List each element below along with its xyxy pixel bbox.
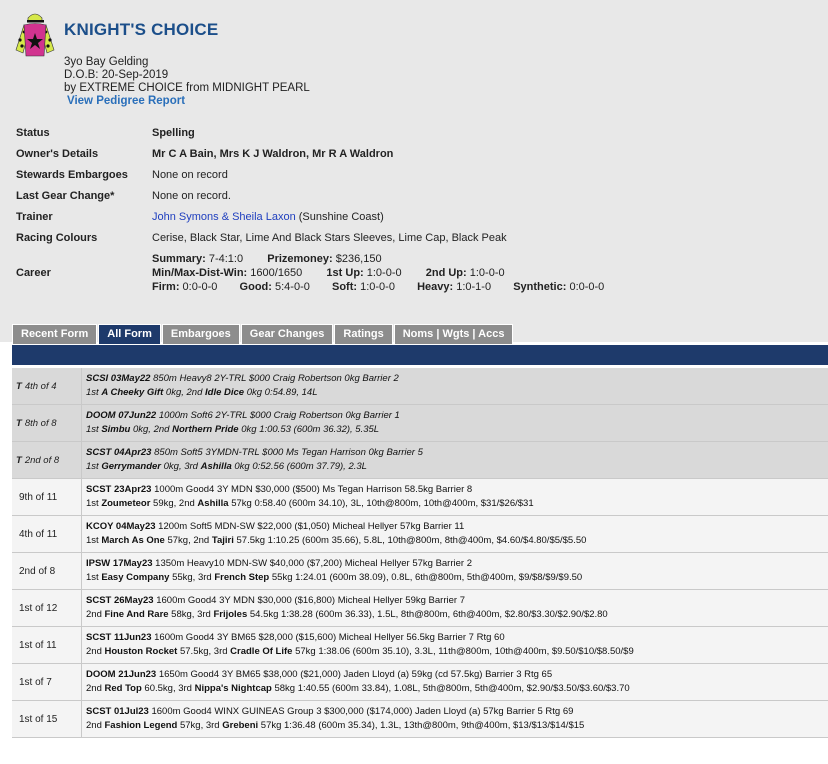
- result-horse-2[interactable]: Nippa's Nightcap: [194, 683, 272, 694]
- career-summary-label: Summary:: [152, 253, 206, 265]
- table-row: [12, 405, 828, 442]
- career-soft: 1:0-0-0: [357, 281, 395, 293]
- career-firm-label: Firm:: [152, 281, 180, 293]
- placing-text: 9th of 11: [19, 491, 58, 503]
- tab-recent-form[interactable]: Recent Form: [12, 324, 97, 344]
- race-meeting[interactable]: SCST 04Apr23: [86, 447, 152, 458]
- result-tail: 54.5kg 1:38.28 (600m 36.33), 1.5L, 8th@800m, 6th@400m, $2.80/$3.30/$2.90/$2.80: [247, 609, 608, 620]
- table-row: [12, 701, 828, 738]
- result-horse-2[interactable]: Ashilla: [200, 461, 232, 472]
- result-pos-1: 2nd: [86, 609, 105, 620]
- result-mid: 59kg, 2nd: [150, 498, 198, 509]
- result-tail: 58kg 1:40.55 (600m 33.84), 1.08L, 5th@800m, 5th@400m, $2.90/$3.50/$3.60/$3.70: [271, 683, 630, 694]
- race-line: [86, 483, 534, 497]
- placing-cell: [12, 553, 82, 589]
- placing-cell: [12, 701, 82, 737]
- career-second-up-label: 2nd Up:: [425, 267, 467, 279]
- race-meeting[interactable]: SCST 26May23: [86, 595, 154, 606]
- career-first-up-label: 1st Up:: [326, 267, 364, 279]
- table-row: [12, 627, 828, 664]
- result-horse-2[interactable]: Northern Pride: [172, 424, 239, 435]
- race-details: 1650m Good4 3Y BM65 $38,000 ($21,000) Jaden Lloyd (a) 59kg (cd 57.5kg) Barrier 3 Rtg 65: [156, 669, 553, 680]
- detail-value: Cerise, Black Star, Lime And Black Stars Sleeves, Lime Cap, Black Peak: [152, 232, 507, 244]
- result-line: [86, 719, 584, 733]
- result-horse-1[interactable]: Zoumeteor: [101, 498, 151, 509]
- career-synthetic-label: Synthetic:: [513, 281, 567, 293]
- result-horse-1[interactable]: March As One: [101, 535, 165, 546]
- race-meeting[interactable]: SCST 11Jun23: [86, 632, 152, 643]
- table-row: [12, 479, 828, 516]
- table-row: [12, 368, 828, 405]
- detail-label: Career: [16, 267, 51, 279]
- result-pos-1: 2nd: [86, 720, 105, 731]
- result-horse-1[interactable]: Red Top: [104, 683, 142, 694]
- placing-text: 1st of 7: [19, 676, 52, 688]
- race-line: [86, 557, 582, 571]
- result-horse-2[interactable]: Frijoles: [213, 609, 248, 620]
- horse-name: KNIGHT'S CHOICE: [64, 20, 219, 39]
- race-cell: [82, 442, 423, 478]
- race-meeting[interactable]: KCOY 04May23: [86, 521, 156, 532]
- career-mmdw-label: Min/Max-Dist-Win:: [152, 267, 248, 279]
- detail-row-embargoes: [16, 169, 816, 190]
- tab-ratings[interactable]: Ratings: [334, 324, 392, 344]
- detail-value: Mr C A Bain, Mrs K J Waldron, Mr R A Waldron: [152, 148, 394, 160]
- result-horse-2[interactable]: Ashilla: [197, 498, 229, 509]
- result-pos-1: 1st: [86, 535, 102, 546]
- race-cell: [82, 479, 534, 515]
- race-meeting[interactable]: IPSW 17May23: [86, 558, 153, 569]
- horse-dob: D.O.B: 20-Sep-2019: [64, 69, 169, 81]
- race-line: [86, 631, 634, 645]
- trainer-location: (Sunshine Coast): [295, 211, 384, 223]
- placing-cell: [12, 516, 82, 552]
- placing-text: 1st of 15: [19, 713, 58, 725]
- placing-cell: [12, 368, 82, 404]
- detail-value: [152, 211, 384, 223]
- result-tail: 0kg 0:54.89, 14L: [244, 387, 318, 398]
- race-details: 1000m Soft6 2Y-TRL $000 Craig Robertson 0kg Barrier 1: [156, 410, 400, 421]
- table-row: [12, 590, 828, 627]
- career-good: 5:4-0-0: [271, 281, 310, 293]
- career-synthetic: 0:0-0-0: [566, 281, 605, 293]
- race-line: [86, 446, 423, 460]
- career-line-2: [152, 267, 505, 279]
- trial-prefix: T: [16, 380, 22, 392]
- career-second-up: 1:0-0-0: [466, 267, 505, 279]
- placing-text: 1st of 11: [19, 639, 57, 651]
- race-details: 1200m Soft5 MDN-SW $22,000 ($1,050) Micheal Hellyer 57kg Barrier 11: [155, 521, 465, 532]
- placing-text: 4th of 11: [19, 528, 58, 540]
- detail-row-career: [16, 253, 816, 301]
- race-line: [86, 520, 586, 534]
- result-mid: 55kg, 3rd: [169, 572, 215, 583]
- placing-text: 1st of 12: [19, 602, 58, 614]
- detail-label: Stewards Embargoes: [16, 169, 128, 181]
- race-line: [86, 705, 584, 719]
- result-pos-1: 2nd: [86, 646, 105, 657]
- result-horse-1[interactable]: Easy Company: [101, 572, 170, 583]
- form-header-bar: [12, 345, 828, 365]
- race-line: [86, 594, 608, 608]
- race-cell: [82, 701, 584, 737]
- detail-row-gear: [16, 190, 816, 211]
- result-mid: 0kg, 3rd: [160, 461, 201, 472]
- result-pos-1: 1st: [86, 461, 102, 472]
- result-mid: 57kg, 2nd: [164, 535, 212, 546]
- form-tabs: [12, 324, 514, 344]
- race-cell: [82, 627, 634, 663]
- placing-text: 4th of 4: [24, 380, 57, 392]
- result-line: [86, 497, 534, 511]
- career-line-1: [152, 253, 382, 265]
- result-pos-1: 1st: [86, 424, 102, 435]
- race-meeting[interactable]: SCST 01Jul23: [86, 706, 149, 717]
- race-cell: [82, 553, 582, 589]
- result-line: [86, 682, 630, 696]
- detail-value: None on record.: [152, 190, 231, 202]
- race-cell: [82, 590, 608, 626]
- profile-header: [0, 0, 828, 342]
- result-line: [86, 645, 634, 659]
- career-first-up: 1:0-0-0: [363, 267, 402, 279]
- race-details: 1600m Good4 3Y MDN $30,000 ($16,800) Micheal Hellyer 59kg Barrier 7: [153, 595, 465, 606]
- tab-gear-changes[interactable]: Gear Changes: [241, 324, 334, 344]
- tab-all-form[interactable]: All Form: [98, 324, 161, 344]
- result-pos-1: 1st: [86, 572, 102, 583]
- result-tail: 55kg 1:24.01 (600m 38.09), 0.8L, 6th@800m, 5th@400m, $9/$8/$9/$9.50: [269, 572, 583, 583]
- detail-label: Status: [16, 127, 50, 139]
- race-details: 1600m Good4 3Y BM65 $28,000 ($15,600) Micheal Hellyer 56.5kg Barrier 7 Rtg 60: [151, 632, 505, 643]
- career-firm: 0:0-0-0: [179, 281, 218, 293]
- placing-text: 2nd of 8: [19, 565, 56, 577]
- result-pos-1: 1st: [86, 387, 102, 398]
- result-mid: 57.5kg, 3rd: [177, 646, 231, 657]
- race-meeting[interactable]: DOOM 07Jun22: [86, 410, 157, 421]
- race-details: 850m Soft5 3YMDN-TRL $000 Ms Tegan Harrison 0kg Barrier 5: [151, 447, 423, 458]
- result-pos-1: 2nd: [86, 683, 105, 694]
- horse-description: 3yo Bay Gelding: [64, 56, 149, 68]
- detail-label: Racing Colours: [16, 232, 98, 244]
- result-tail: 57kg 1:38.06 (600m 35.10), 3.3L, 11th@800m, 10th@400m, $9.50/$10/$8.50/$9: [292, 646, 634, 657]
- detail-row-colours: [16, 232, 816, 253]
- race-cell: [82, 405, 400, 441]
- trial-prefix: T: [16, 454, 22, 466]
- result-horse-1[interactable]: Simbu: [101, 424, 131, 435]
- result-horse-1[interactable]: Fine And Rare: [104, 609, 169, 620]
- table-row: [12, 516, 828, 553]
- result-mid: 57kg, 3rd: [177, 720, 223, 731]
- placing-cell: [12, 664, 82, 700]
- result-horse-1[interactable]: Fashion Legend: [104, 720, 178, 731]
- detail-label: Owner's Details: [16, 148, 99, 160]
- placing-cell: [12, 442, 82, 478]
- race-line: [86, 372, 399, 386]
- race-details: 1600m Good4 WINX GUINEAS Group 3 $300,000 ($174,000) Jaden Lloyd (a) 57kg Barrier 5 Rtg 69: [148, 706, 574, 717]
- detail-value: Spelling: [152, 127, 195, 139]
- race-line: [86, 668, 630, 682]
- race-details: 850m Heavy8 2Y-TRL $000 Craig Robertson 0kg Barrier 2: [150, 373, 399, 384]
- horse-breeding: by EXTREME CHOICE from MIDNIGHT PEARL: [64, 82, 310, 94]
- result-horse-2[interactable]: Cradle Of Life: [230, 646, 293, 657]
- tab-noms-wgts-accs[interactable]: Noms | Wgts | Accs: [394, 324, 514, 344]
- result-mid: 58kg, 3rd: [168, 609, 214, 620]
- career-soft-label: Soft:: [331, 281, 358, 293]
- detail-label: Trainer: [16, 211, 53, 223]
- result-tail: 57.5kg 1:10.25 (600m 35.66), 5.8L, 10th@800m, 8th@400m, $4.60/$4.80/$5/$5.50: [233, 535, 587, 546]
- detail-label: Last Gear Change*: [16, 190, 115, 202]
- result-tail: 0kg 0:52.56 (600m 37.79), 2.3L: [231, 461, 367, 472]
- career-heavy: 1:0-1-0: [453, 281, 492, 293]
- result-mid: 0kg, 2nd: [163, 387, 205, 398]
- result-horse-2[interactable]: French Step: [214, 572, 270, 583]
- career-summary: 7-4:1:0: [205, 253, 244, 265]
- table-row: [12, 553, 828, 590]
- result-horse-2[interactable]: Idle Dice: [205, 387, 245, 398]
- result-horse-1[interactable]: Gerrymander: [101, 461, 161, 472]
- trial-prefix: T: [16, 417, 22, 429]
- result-horse-1[interactable]: Houston Rocket: [104, 646, 178, 657]
- detail-row-trainer: [16, 211, 816, 232]
- detail-value: None on record: [152, 169, 228, 181]
- tab-embargoes[interactable]: Embargoes: [162, 324, 240, 344]
- result-line: [86, 571, 582, 585]
- result-pos-1: 1st: [86, 498, 102, 509]
- result-horse-2[interactable]: Grebeni: [222, 720, 259, 731]
- placing-cell: [12, 590, 82, 626]
- detail-row-status: [16, 127, 816, 148]
- placing-cell: [12, 627, 82, 663]
- career-heavy-label: Heavy:: [417, 281, 454, 293]
- result-mid: 0kg, 2nd: [130, 424, 173, 435]
- result-line: [86, 423, 400, 437]
- race-cell: [82, 664, 630, 700]
- result-tail: 57kg 1:36.48 (600m 35.34), 1.3L, 13th@800m, 9th@400m, $13/$13/$14/$15: [258, 720, 585, 731]
- race-details: 1350m Heavy10 MDN-SW $40,000 ($7,200) Micheal Hellyer 57kg Barrier 2: [152, 558, 472, 569]
- career-prize: $236,150: [332, 253, 382, 265]
- result-line: [86, 608, 608, 622]
- race-details: 1000m Good4 3Y MDN $30,000 ($500) Ms Tegan Harrison 58.5kg Barrier 8: [151, 484, 473, 495]
- placing-text: 2nd of 8: [24, 454, 60, 466]
- result-line: [86, 534, 586, 548]
- race-meeting[interactable]: DOOM 21Jun23: [86, 669, 157, 680]
- career-good-label: Good:: [239, 281, 272, 293]
- placing-cell: [12, 479, 82, 515]
- result-horse-2[interactable]: Tajiri: [211, 535, 234, 546]
- placing-text: 8th of 8: [24, 417, 57, 429]
- placing-cell: [12, 405, 82, 441]
- horse-details: [16, 127, 816, 301]
- race-meeting[interactable]: SCST 23Apr23: [86, 484, 152, 495]
- view-pedigree-link[interactable]: View Pedigree Report: [67, 95, 186, 107]
- form-table: [12, 368, 828, 738]
- career-mmdw: 1600/1650: [247, 267, 303, 279]
- career-line-3: [152, 281, 604, 293]
- table-row: [12, 442, 828, 479]
- result-tail: 57kg 0:58.40 (600m 34.10), 3L, 10th@800m, 10th@400m, $31/$26/$31: [228, 498, 534, 509]
- detail-row-owners: [16, 148, 816, 169]
- race-cell: [82, 368, 399, 404]
- result-line: [86, 460, 423, 474]
- table-row: [12, 664, 828, 701]
- race-line: [86, 409, 400, 423]
- result-horse-1[interactable]: A Cheeky Gift: [101, 387, 164, 398]
- result-line: [86, 386, 399, 400]
- result-tail: 0kg 1:00.53 (600m 36.32), 5.35L: [238, 424, 380, 435]
- race-meeting[interactable]: SCSI 03May22: [86, 373, 151, 384]
- trainer-link[interactable]: John Symons & Sheila Laxon: [152, 211, 296, 223]
- race-cell: [82, 516, 586, 552]
- career-prize-label: Prizemoney:: [267, 253, 333, 265]
- result-mid: 60.5kg, 3rd: [141, 683, 195, 694]
- jockey-silks-icon: [13, 10, 57, 62]
